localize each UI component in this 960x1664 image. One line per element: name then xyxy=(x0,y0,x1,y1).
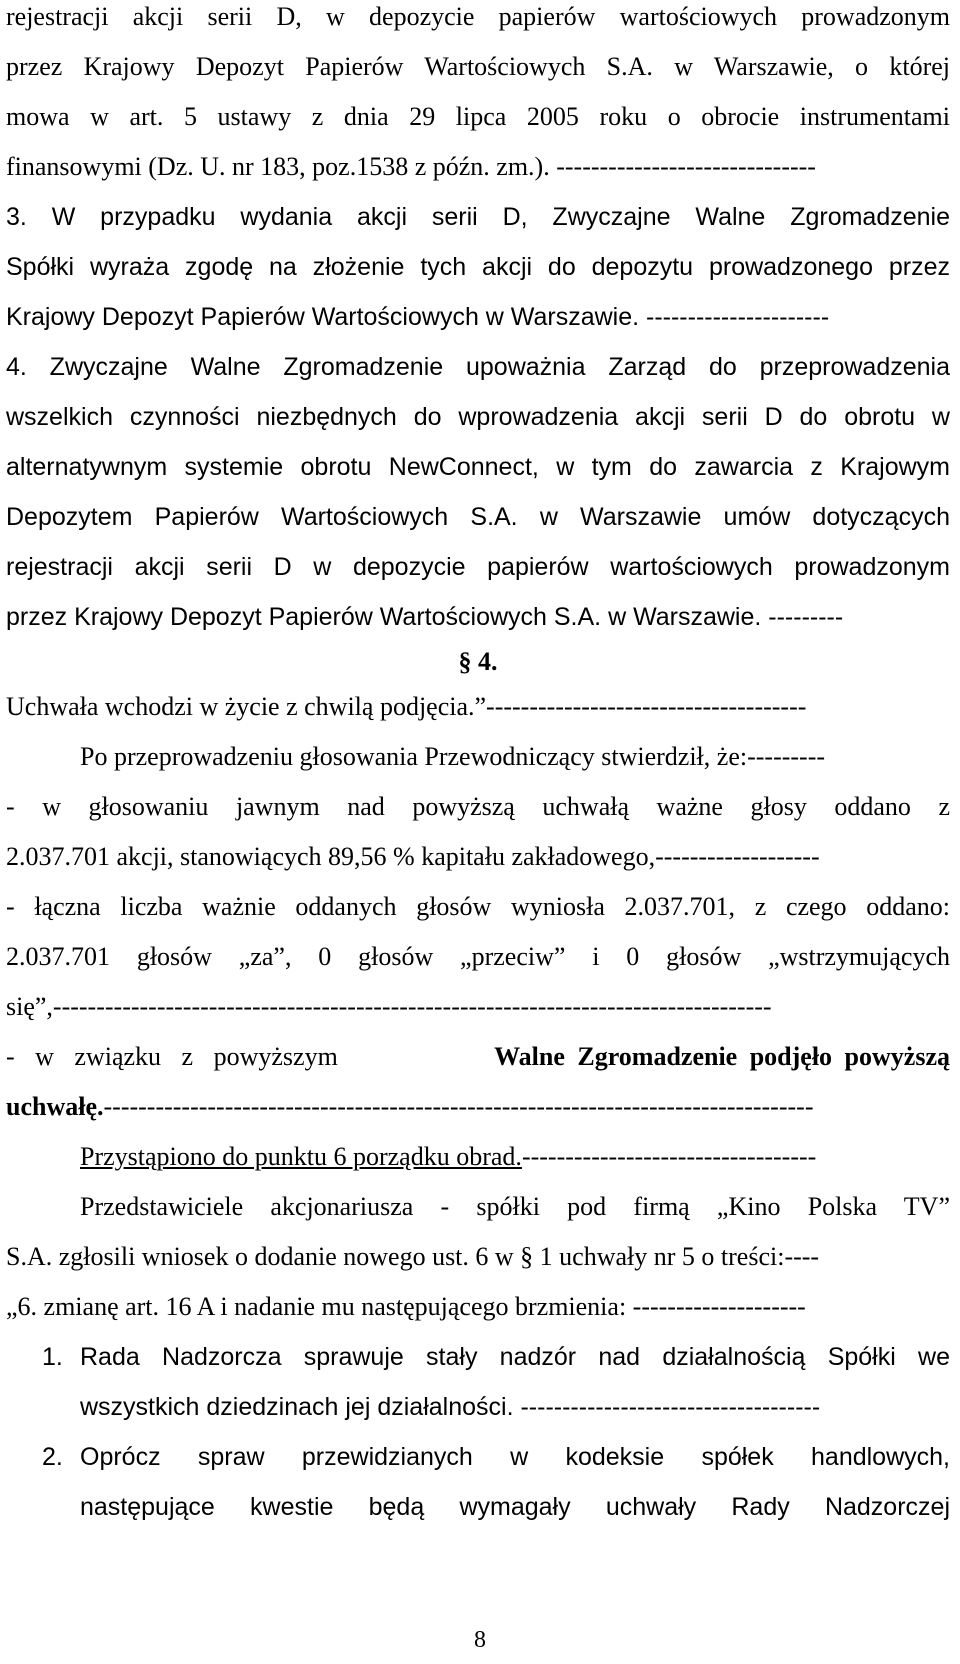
text-line: - w głosowaniu jawnym nad powyższą uchwałą ważne głosy oddano z xyxy=(6,792,950,821)
text-line: 2.037.701 akcji, stanowiących 89,56 % kapitału zakładowego,------------------- xyxy=(6,842,820,871)
text-line: Krajowy Depozyt Papierów Wartościowych w Warszawie. ---------------------- xyxy=(6,303,830,331)
text-line: Przedstawiciele akcjonariusza - spółki pod firmą „Kino Polska TV” xyxy=(80,1192,950,1221)
text-line: się”,----------------------------------------------------------------------------------- xyxy=(6,992,772,1021)
dash-filler: ---------------------------------- xyxy=(521,1142,817,1171)
text-line: 4. Zwyczajne Walne Zgromadzenie upoważnia Zarząd do przeprowadzenia xyxy=(6,353,950,381)
page-number: 8 xyxy=(474,1627,486,1653)
text-line: Oprócz spraw przewidzianych w kodeksie spółek handlowych, xyxy=(80,1443,950,1471)
text-line: Spółki wyraża zgodę na złożenie tych akcji do depozytu prowadzonego przez xyxy=(6,253,950,281)
list-number: 1. xyxy=(42,1343,63,1371)
text-line: Depozytem Papierów Wartościowych S.A. w Warszawie umów dotyczących xyxy=(6,503,950,531)
text-line: wszystkich dziedzinach jej działalności. ------------------------------------ xyxy=(80,1393,821,1421)
text-line: - łączna liczba ważnie oddanych głosów wyniosła 2.037.701, z czego oddano: xyxy=(6,892,950,921)
text-line: wszelkich czynności niezbędnych do wprowadzenia akcji serii D do obrotu w xyxy=(6,403,950,431)
text-line: S.A. zgłosili wniosek o dodanie nowego ust. 6 w § 1 uchwały nr 5 o treści:---- xyxy=(6,1242,820,1271)
text-line: finansowymi (Dz. U. nr 183, poz.1538 z późn. zm.). ------------------------------ xyxy=(6,152,816,181)
section-heading: § 4. xyxy=(458,647,498,676)
text-line: rejestracji akcji serii D w depozycie papierów wartościowych prowadzonym xyxy=(6,553,950,581)
list-number: 2. xyxy=(42,1443,63,1471)
text-line xyxy=(6,1040,950,1074)
text-line: alternatywnym systemie obrotu NewConnect, w tym do zawarcia z Krajowym xyxy=(6,453,950,481)
bold-text: uchwałę. xyxy=(6,1092,104,1121)
agenda-point-link: Przystąpiono do punktu 6 porządku obrad. xyxy=(80,1142,522,1171)
text-fragment: - w związku z powyższym xyxy=(6,1042,359,1071)
text-line: Rada Nadzorcza sprawuje stały nadzór nad działalnością Spółki we xyxy=(80,1343,950,1371)
text-line: 3. W przypadku wydania akcji serii D, Zwyczajne Walne Zgromadzenie xyxy=(6,203,950,231)
text-line: 2.037.701 głosów „za”, 0 głosów „przeciw” i 0 głosów „wstrzymujących xyxy=(6,942,950,971)
text-line: „6. zmianę art. 16 A i nadanie mu następującego brzmienia: -------------------- xyxy=(6,1292,806,1321)
text-line xyxy=(80,1140,950,1174)
text-line: przez Krajowy Depozyt Papierów Wartościowych S.A. w Warszawie. --------- xyxy=(6,603,844,631)
text-line: Uchwała wchodzi w życie z chwilą podjęcia.”------------------------------------- xyxy=(6,692,807,721)
text-line: rejestracji akcji serii D, w depozycie papierów wartościowych prowadzonym xyxy=(6,2,950,31)
dash-filler: ---------------------------------------------------------------------------------- xyxy=(103,1092,814,1121)
bold-text: Walne Zgromadzenie podjęło powyższą xyxy=(494,1042,950,1071)
text-line xyxy=(6,1090,950,1124)
text-line: Po przeprowadzeniu głosowania Przewodniczący stwierdził, że:--------- xyxy=(80,742,826,771)
text-line: przez Krajowy Depozyt Papierów Wartościowych S.A. w Warszawie, o której xyxy=(6,52,950,81)
text-line: następujące kwestie będą wymagały uchwały Rady Nadzorczej xyxy=(80,1493,950,1521)
text-line: mowa w art. 5 ustawy z dnia 29 lipca 2005 roku o obrocie instrumentami xyxy=(6,102,950,131)
